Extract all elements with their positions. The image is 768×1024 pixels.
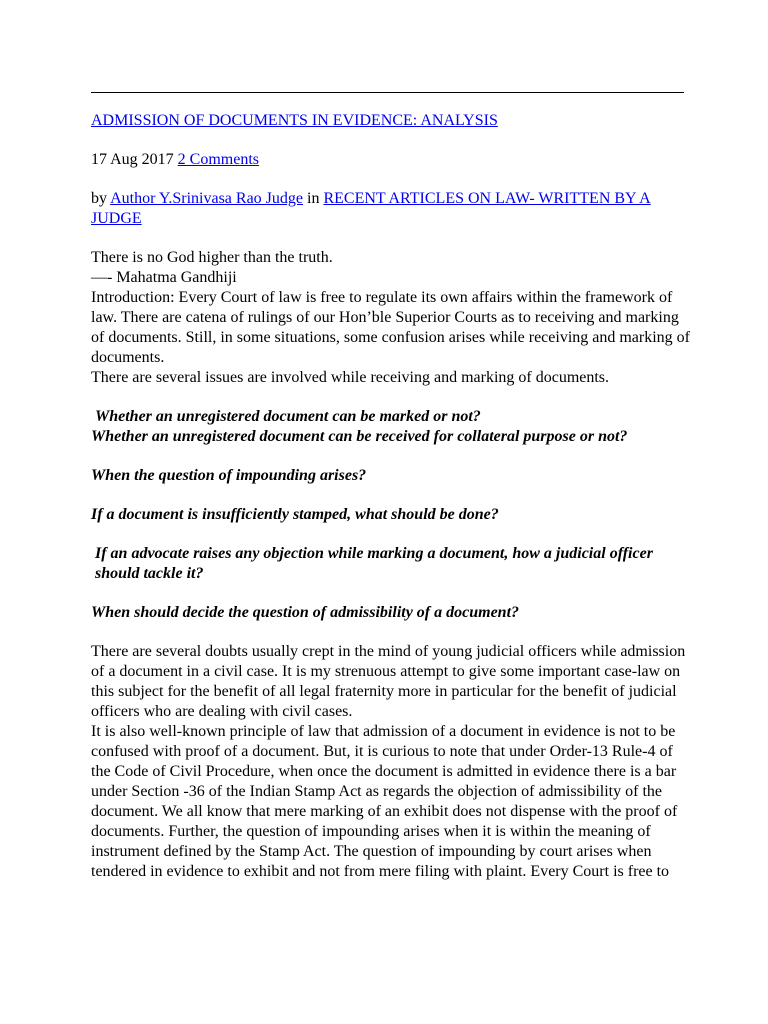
- top-divider: [91, 92, 684, 93]
- epigraph-author: —- Mahatma Gandhiji: [91, 269, 237, 286]
- article-title-link[interactable]: ADMISSION OF DOCUMENTS IN EVIDENCE: ANALYSIS: [91, 112, 498, 129]
- question-item: If an advocate raises any objection while marking a document, how a judicial officer should tackle it?: [95, 545, 653, 582]
- by-prefix: by: [91, 190, 107, 207]
- body-paragraph-1: There are several doubts usually crept in the mind of young judicial officers while admission of a document in a civil case. It is my strenuous attempt to give some important case-law on this subject for the benefit of all legal fraternity more in particular for the benefit of judicial officers who are dealing with civil cases.: [91, 643, 686, 720]
- category-link[interactable]: RECENT ARTICLES ON LAW- WRITTEN BY A JUDGE: [91, 190, 651, 227]
- comments-link[interactable]: 2 Comments: [177, 151, 260, 168]
- in-word: in: [307, 190, 320, 207]
- article-body: [91, 111, 691, 882]
- issues-line: There are several issues are involved while receiving and marking of documents.: [91, 369, 610, 386]
- question-item: When the question of impounding arises?: [91, 467, 367, 484]
- article-byline: [91, 189, 691, 229]
- introduction-paragraph: Introduction: Every Court of law is free to regulate its own affairs within the framework of law. There are catena of rulings of our Hon’ble Superior Courts as to receiving and marking of documents. Still, in some situations, some confusion arises while receiving and marking of documents.: [91, 289, 691, 366]
- body-paragraph-2: It is also well-known principle of law that admission of a document in evidence is not to be confused with proof of a document. But, it is curious to note that under Order-13 Rule-4 of the Code of Civil Procedure, when once the document is admitted in evidence there is a bar under Section -36 of the Indian Stamp Act as regards the objection of admissibility of the document. We all know that mere marking of an exhibit does not dispense with the proof of documents. Further, the question of impounding arises when it is within the meaning of instrument defined by the Stamp Act. The question of impounding by court arises when tendered in evidence to exhibit and not from mere filing with plaint. Every Court is free to: [91, 723, 678, 880]
- article-date: 17 Aug 2017: [91, 151, 174, 168]
- epigraph-quote: There is no God higher than the truth.: [91, 249, 333, 266]
- question-item: Whether an unregistered document can be received for collateral purpose or not?: [91, 428, 628, 445]
- article-meta: [91, 150, 691, 170]
- question-item: Whether an unregistered document can be marked or not?: [95, 408, 481, 425]
- question-item: If a document is insufficiently stamped, what should be done?: [91, 506, 499, 523]
- author-link[interactable]: Author Y.Srinivasa Rao Judge: [110, 190, 303, 207]
- question-item: When should decide the question of admissibility of a document?: [91, 604, 520, 621]
- article-title: [91, 111, 691, 131]
